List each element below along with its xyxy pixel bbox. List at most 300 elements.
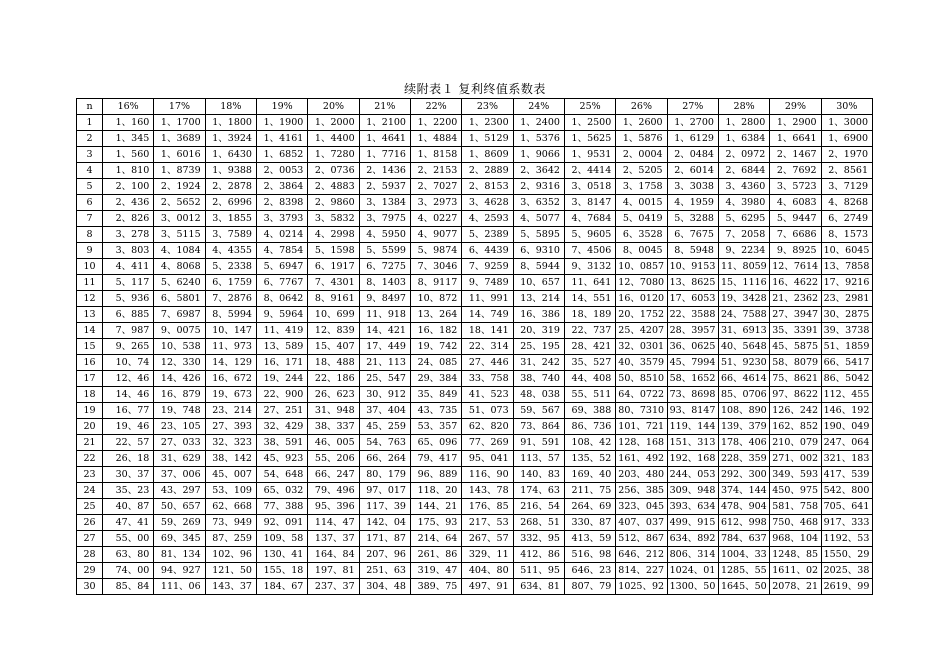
factor-cell: 9、8497 [359,291,410,307]
factor-cell: 92、091 [256,515,307,531]
factor-cell: 5、2389 [462,227,513,243]
factor-cell: 11、419 [256,323,307,339]
factor-cell: 1、560 [103,147,154,163]
table-row [77,355,873,371]
factor-cell: 6、885 [103,307,154,323]
factor-cell: 1、3000 [821,115,872,131]
factor-cell: 917、333 [821,515,872,531]
factor-cell: 14、749 [462,307,513,323]
factor-cell: 512、867 [616,531,667,547]
factor-cell: 77、388 [256,499,307,515]
factor-cell: 407、037 [616,515,667,531]
factor-cell: 10、538 [154,339,205,355]
factor-cell: 5、117 [103,275,154,291]
factor-cell: 77、269 [462,435,513,451]
table-row [77,419,873,435]
factor-cell: 8、0642 [256,291,307,307]
factor-cell: 304、48 [359,579,410,595]
factor-cell: 86、5042 [821,371,872,387]
period-cell: 18 [77,387,103,403]
factor-cell: 11、641 [564,275,615,291]
factor-cell: 27、3947 [770,307,821,323]
factor-cell: 5、9874 [410,243,461,259]
factor-cell: 9、8925 [770,243,821,259]
factor-cell: 7、3046 [410,259,461,275]
table-row [77,387,873,403]
factor-cell: 1、5129 [462,131,513,147]
factor-cell: 1、3689 [154,131,205,147]
factor-cell: 806、314 [667,547,718,563]
factor-cell: 30、37 [103,467,154,483]
table-row [77,243,873,259]
factor-cell: 11、918 [359,307,410,323]
factor-cell: 3、4628 [462,195,513,211]
factor-cell: 41、523 [462,387,513,403]
factor-cell: 417、539 [821,467,872,483]
factor-cell: 16、386 [513,307,564,323]
column-header-rate: 16% [103,99,154,115]
factor-cell: 161、492 [616,451,667,467]
factor-cell: 1、8739 [154,163,205,179]
factor-cell: 1、2100 [359,115,410,131]
factor-cell: 19、673 [205,387,256,403]
factor-cell: 7、9259 [462,259,513,275]
factor-cell: 10、0857 [616,259,667,275]
factor-cell: 22、900 [256,387,307,403]
factor-cell: 85、84 [103,579,154,595]
factor-cell: 63、80 [103,547,154,563]
factor-cell: 10、699 [308,307,359,323]
factor-cell: 499、915 [667,515,718,531]
factor-cell: 18、141 [462,323,513,339]
factor-cell: 46、005 [308,435,359,451]
factor-cell: 2、0972 [718,147,769,163]
factor-cell: 2、3864 [256,179,307,195]
factor-cell: 1、160 [103,115,154,131]
factor-cell: 44、408 [564,371,615,387]
factor-cell: 45、7994 [667,355,718,371]
factor-cell: 144、21 [410,499,461,515]
factor-cell: 23、2981 [821,291,872,307]
factor-cell: 26、623 [308,387,359,403]
factor-cell: 28、3957 [667,323,718,339]
factor-cell: 146、192 [821,403,872,419]
factor-cell: 18、189 [564,307,615,323]
factor-cell: 26、18 [103,451,154,467]
factor-cell: 81、134 [154,547,205,563]
table-row [77,211,873,227]
factor-cell: 13、589 [256,339,307,355]
factor-cell: 11、8059 [718,259,769,275]
factor-cell: 43、297 [154,483,205,499]
factor-cell: 516、98 [564,547,615,563]
factor-cell: 705、641 [821,499,872,515]
factor-cell: 47、41 [103,515,154,531]
factor-cell: 1、4400 [308,131,359,147]
factor-cell: 53、109 [205,483,256,499]
factor-cell: 4、8068 [154,259,205,275]
factor-cell: 6、7767 [256,275,307,291]
factor-cell: 121、50 [205,563,256,579]
factor-cell: 55、00 [103,531,154,547]
factor-cell: 497、91 [462,579,513,595]
factor-cell: 1611、02 [770,563,821,579]
factor-cell: 542、800 [821,483,872,499]
factor-cell: 4、5950 [359,227,410,243]
table-row [77,483,873,499]
factor-cell: 3、1855 [205,211,256,227]
factor-cell: 22、57 [103,435,154,451]
period-cell: 23 [77,467,103,483]
factor-cell: 2、1924 [154,179,205,195]
factor-cell: 23、105 [154,419,205,435]
factor-cell: 111、06 [154,579,205,595]
factor-cell: 27、393 [205,419,256,435]
factor-cell: 12、330 [154,355,205,371]
period-cell: 13 [77,307,103,323]
factor-cell: 750、468 [770,515,821,531]
factor-cell: 15、407 [308,339,359,355]
factor-cell: 1、2400 [513,115,564,131]
period-cell: 11 [77,275,103,291]
table-row [77,579,873,595]
factor-cell: 5、9605 [564,227,615,243]
period-cell: 8 [77,227,103,243]
factor-cell: 3、7589 [205,227,256,243]
factor-cell: 37、404 [359,403,410,419]
factor-cell: 12、7614 [770,259,821,275]
period-cell: 20 [77,419,103,435]
factor-cell: 54、763 [359,435,410,451]
factor-cell: 1、5876 [616,131,667,147]
factor-cell: 1192、53 [821,531,872,547]
factor-cell: 5、5599 [359,243,410,259]
factor-cell: 9、2234 [718,243,769,259]
table-row [77,403,873,419]
factor-cell: 1、2700 [667,115,718,131]
factor-cell: 7、4506 [564,243,615,259]
table-row [77,371,873,387]
compound-interest-table [76,98,873,595]
factor-cell: 8、1573 [821,227,872,243]
period-cell: 3 [77,147,103,163]
factor-cell: 1、3924 [205,131,256,147]
factor-cell: 3、6352 [513,195,564,211]
factor-cell: 413、59 [564,531,615,547]
factor-cell: 214、64 [410,531,461,547]
column-header-rate: 22% [410,99,461,115]
factor-cell: 784、637 [718,531,769,547]
factor-cell: 8、5994 [205,307,256,323]
column-header-rate: 20% [308,99,359,115]
factor-cell: 48、038 [513,387,564,403]
factor-cell: 14、551 [564,291,615,307]
factor-cell: 108、42 [564,435,615,451]
factor-cell: 116、90 [462,467,513,483]
factor-cell: 108、890 [718,403,769,419]
factor-cell: 1、8609 [462,147,513,163]
factor-cell: 393、634 [667,499,718,515]
factor-cell: 14、421 [359,323,410,339]
factor-cell: 1550、29 [821,547,872,563]
factor-cell: 15、1116 [718,275,769,291]
factor-cell: 55、511 [564,387,615,403]
factor-cell: 16、879 [154,387,205,403]
factor-cell: 43、735 [410,403,461,419]
factor-cell: 2619、99 [821,579,872,595]
factor-cell: 35、3391 [770,323,821,339]
period-cell: 25 [77,499,103,515]
factor-cell: 1、2200 [410,115,461,131]
factor-cell: 814、227 [616,563,667,579]
factor-cell: 19、748 [154,403,205,419]
factor-cell: 1、1700 [154,115,205,131]
column-header-rate: 30% [821,99,872,115]
factor-cell: 1、2800 [718,115,769,131]
period-cell: 22 [77,451,103,467]
factor-cell: 2、4883 [308,179,359,195]
factor-cell: 28、421 [564,339,615,355]
factor-cell: 16、182 [410,323,461,339]
factor-cell: 3、278 [103,227,154,243]
factor-cell: 65、032 [256,483,307,499]
factor-cell: 51、073 [462,403,513,419]
factor-cell: 10、872 [410,291,461,307]
factor-cell: 1、7716 [359,147,410,163]
factor-cell: 169、40 [564,467,615,483]
factor-cell: 175、93 [410,515,461,531]
factor-cell: 216、54 [513,499,564,515]
factor-cell: 192、168 [667,451,718,467]
factor-cell: 2、7027 [410,179,461,195]
period-cell: 15 [77,339,103,355]
factor-cell: 143、78 [462,483,513,499]
factor-cell: 19、3428 [718,291,769,307]
factor-cell: 16、0120 [616,291,667,307]
factor-cell: 102、96 [205,547,256,563]
factor-cell: 8、9117 [410,275,461,291]
factor-cell: 95、041 [462,451,513,467]
factor-cell: 109、58 [256,531,307,547]
factor-cell: 1285、55 [718,563,769,579]
factor-cell: 2、2889 [462,163,513,179]
factor-cell: 2、1467 [770,147,821,163]
factor-cell: 7、6686 [770,227,821,243]
column-header-rate: 23% [462,99,513,115]
factor-cell: 155、18 [256,563,307,579]
factor-cell: 37、006 [154,467,205,483]
factor-cell: 85、0706 [718,387,769,403]
column-header-rate: 29% [770,99,821,115]
period-cell: 12 [77,291,103,307]
period-cell: 26 [77,515,103,531]
table-row [77,147,873,163]
factor-cell: 1645、50 [718,579,769,595]
factor-cell: 2、7692 [770,163,821,179]
factor-cell: 10、74 [103,355,154,371]
factor-cell: 32、323 [205,435,256,451]
factor-cell: 1024、01 [667,563,718,579]
factor-cell: 19、742 [410,339,461,355]
period-cell: 2 [77,131,103,147]
factor-cell: 309、948 [667,483,718,499]
factor-cell: 6、3528 [616,227,667,243]
factor-cell: 14、426 [154,371,205,387]
factor-cell: 69、345 [154,531,205,547]
factor-cell: 319、47 [410,563,461,579]
factor-cell: 207、96 [359,547,410,563]
factor-cell: 6、7275 [359,259,410,275]
table-title: 续附表１ 复利终值系数表 [404,82,546,96]
factor-cell: 190、049 [821,419,872,435]
period-cell: 24 [77,483,103,499]
factor-cell: 323、045 [616,499,667,515]
factor-cell: 5、2338 [205,259,256,275]
factor-cell: 25、4207 [616,323,667,339]
factor-cell: 1、6016 [154,147,205,163]
factor-cell: 4、7854 [256,243,307,259]
factor-cell: 1、8158 [410,147,461,163]
factor-cell: 1025、92 [616,579,667,595]
factor-cell: 13、264 [410,307,461,323]
period-cell: 17 [77,371,103,387]
factor-cell: 261、86 [410,547,461,563]
table-row [77,499,873,515]
factor-cell: 4、0015 [616,195,667,211]
factor-cell: 1、9066 [513,147,564,163]
factor-cell: 9、265 [103,339,154,355]
table-row [77,259,873,275]
factor-cell: 412、86 [513,547,564,563]
factor-cell: 450、975 [770,483,821,499]
factor-cell: 256、385 [616,483,667,499]
factor-cell: 3、1758 [616,179,667,195]
factor-cell: 35、23 [103,483,154,499]
factor-cell: 6、9310 [513,243,564,259]
factor-cell: 25、195 [513,339,564,355]
period-cell: 27 [77,531,103,547]
factor-cell: 31、6913 [718,323,769,339]
factor-cell: 73、8698 [667,387,718,403]
factor-cell: 1、4884 [410,131,461,147]
factor-cell: 119、144 [667,419,718,435]
factor-cell: 268、51 [513,515,564,531]
table-row [77,195,873,211]
factor-cell: 30、912 [359,387,410,403]
period-cell: 5 [77,179,103,195]
factor-cell: 130、41 [256,547,307,563]
factor-cell: 1300、50 [667,579,718,595]
factor-cell: 197、81 [308,563,359,579]
factor-cell: 5、3288 [667,211,718,227]
factor-cell: 10、6045 [821,243,872,259]
column-header-rate: 27% [667,99,718,115]
period-cell: 14 [77,323,103,339]
column-header-n: n [77,99,103,115]
factor-cell: 7、2058 [718,227,769,243]
factor-cell: 210、079 [770,435,821,451]
factor-cell: 6、1917 [308,259,359,275]
period-cell: 4 [77,163,103,179]
factor-cell: 9、3132 [564,259,615,275]
table-row [77,451,873,467]
factor-cell: 66、5417 [821,355,872,371]
factor-cell: 4、6083 [770,195,821,211]
factor-cell: 1、6641 [770,131,821,147]
header-row [77,99,873,115]
factor-cell: 50、8510 [616,371,667,387]
factor-cell: 19、46 [103,419,154,435]
factor-cell: 203、480 [616,467,667,483]
factor-cell: 5、0419 [616,211,667,227]
factor-cell: 25、547 [359,371,410,387]
factor-cell: 9、7489 [462,275,513,291]
factor-cell: 29、384 [410,371,461,387]
factor-cell: 79、496 [308,483,359,499]
factor-cell: 511、95 [513,563,564,579]
factor-cell: 612、998 [718,515,769,531]
factor-cell: 45、923 [256,451,307,467]
factor-cell: 23、214 [205,403,256,419]
period-cell: 10 [77,259,103,275]
table-row [77,227,873,243]
factor-cell: 2、9860 [308,195,359,211]
factor-cell: 267、57 [462,531,513,547]
factor-cell: 4、0227 [410,211,461,227]
factor-cell: 40、87 [103,499,154,515]
factor-cell: 33、758 [462,371,513,387]
factor-cell: 73、949 [205,515,256,531]
factor-cell: 40、3579 [616,355,667,371]
factor-cell: 22、737 [564,323,615,339]
factor-cell: 6、7675 [667,227,718,243]
factor-cell: 2、6014 [667,163,718,179]
factor-cell: 38、591 [256,435,307,451]
factor-cell: 64、0722 [616,387,667,403]
factor-cell: 404、80 [462,563,513,579]
factor-cell: 174、63 [513,483,564,499]
factor-cell: 4、0214 [256,227,307,243]
factor-cell: 14、46 [103,387,154,403]
factor-cell: 6、1759 [205,275,256,291]
factor-cell: 478、904 [718,499,769,515]
factor-cell: 36、0625 [667,339,718,355]
factor-cell: 58、8079 [770,355,821,371]
factor-cell: 118、20 [410,483,461,499]
factor-cell: 3、5115 [154,227,205,243]
factor-cell: 1、2300 [462,115,513,131]
factor-cell: 10、9153 [667,259,718,275]
factor-cell: 1、9388 [205,163,256,179]
factor-cell: 2、1436 [359,163,410,179]
factor-cell: 4、9077 [410,227,461,243]
factor-cell: 143、37 [205,579,256,595]
factor-cell: 79、417 [410,451,461,467]
factor-cell: 2、0004 [616,147,667,163]
factor-cell: 1、9531 [564,147,615,163]
factor-cell: 2、5937 [359,179,410,195]
factor-cell: 162、852 [770,419,821,435]
factor-cell: 244、053 [667,467,718,483]
factor-cell: 21、2362 [770,291,821,307]
table-row [77,515,873,531]
factor-cell: 634、892 [667,531,718,547]
factor-cell: 2025、38 [821,563,872,579]
factor-cell: 2、8153 [462,179,513,195]
period-cell: 21 [77,435,103,451]
factor-cell: 45、5875 [770,339,821,355]
factor-cell: 1、6129 [667,131,718,147]
